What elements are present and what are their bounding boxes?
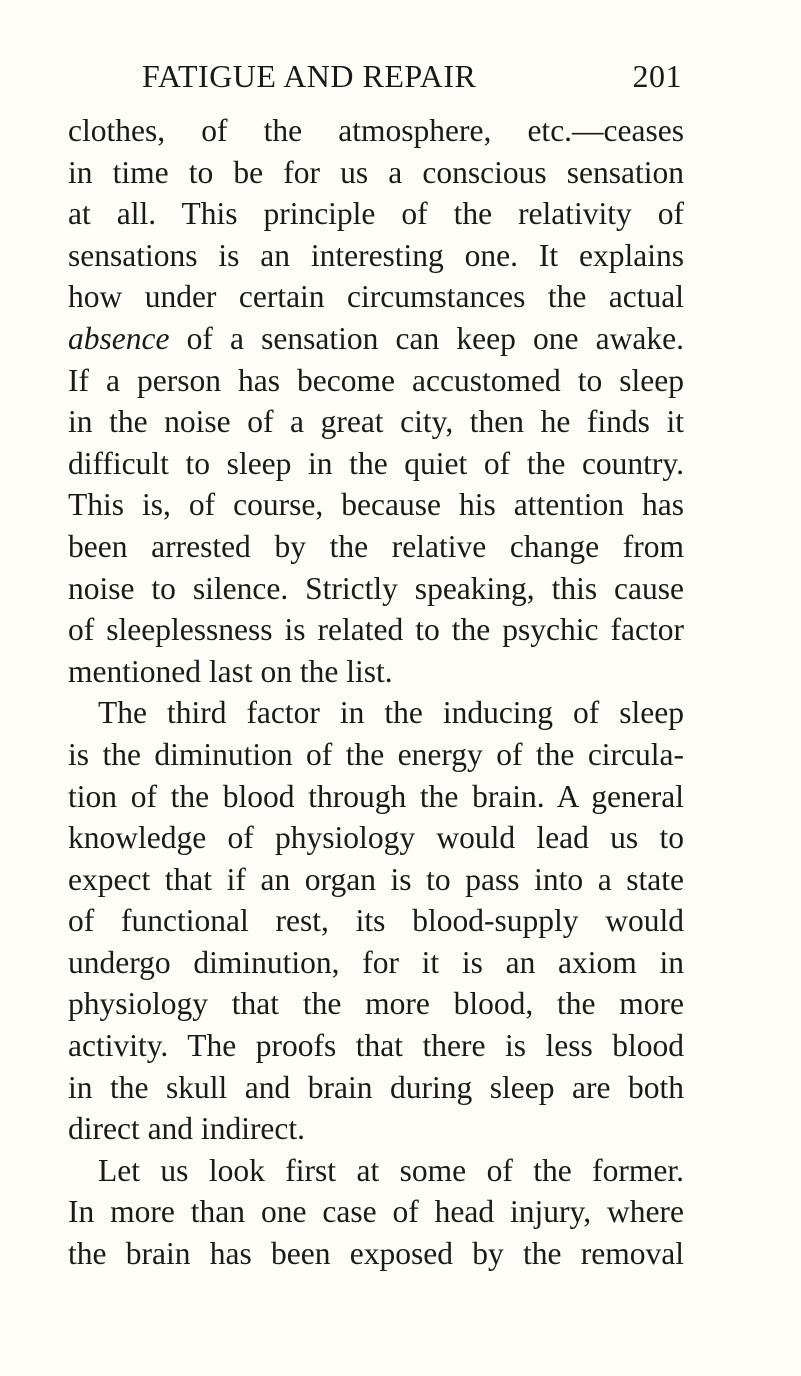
text-line: tion of the blood through the brain. A general	[68, 778, 684, 814]
text-line: how under certain circumstances the actual	[68, 279, 684, 315]
text-line: direct and indirect.	[68, 1111, 306, 1147]
text-line	[68, 318, 684, 360]
text-line: noise to silence. Strictly speaking, this cause	[68, 570, 684, 606]
running-head	[142, 56, 682, 96]
text-line: of sleeplessness is related to the psychic factor	[68, 612, 684, 648]
text-line: difficult to sleep in the quiet of the country.	[68, 445, 684, 481]
running-title: FATIGUE AND REPAIR	[142, 58, 477, 94]
text-line: is the diminution of the energy of the circula-	[68, 736, 684, 772]
text-line: expect that if an organ is to pass into a state	[68, 861, 684, 897]
italic-word: absence	[68, 320, 170, 356]
text-line: activity. The proofs that there is less blood	[68, 1028, 684, 1064]
text-line: been arrested by the relative change from	[68, 528, 684, 564]
text-line: at all. This principle of the relativity of	[68, 196, 684, 232]
page-number: 201	[632, 58, 682, 94]
text-line: This is, of course, because his attention has	[68, 487, 684, 523]
text-line: in the skull and brain during sleep are both	[68, 1069, 684, 1105]
text-line: in the noise of a great city, then he finds it	[68, 404, 684, 440]
text-line: the brain has been exposed by the removal	[68, 1236, 684, 1272]
text-line: mentioned last on the list.	[68, 653, 393, 689]
text-line: physiology that the more blood, the more	[68, 986, 684, 1022]
text-line: in time to be for us a conscious sensation	[68, 154, 684, 190]
text-line: of functional rest, its blood-supply would	[68, 903, 684, 939]
text-line: knowledge of physiology would lead us to	[68, 820, 684, 856]
text-line: In more than one case of head injury, where	[68, 1194, 684, 1230]
text-line: If a person has become accustomed to sleep	[68, 362, 684, 398]
paragraph-first-line: Let us look first at some of the former.	[98, 1152, 684, 1188]
body-text	[68, 110, 684, 1275]
text-line: sensations is an interesting one. It explains	[68, 237, 684, 273]
text-line: undergo diminution, for it is an axiom in	[68, 944, 684, 980]
text-line: clothes, of the atmosphere, etc.—ceases	[68, 113, 684, 148]
text-segment: of a sensation can keep one awake.	[169, 320, 684, 356]
paragraph-first-line: The third factor in the inducing of sleep	[98, 695, 684, 731]
